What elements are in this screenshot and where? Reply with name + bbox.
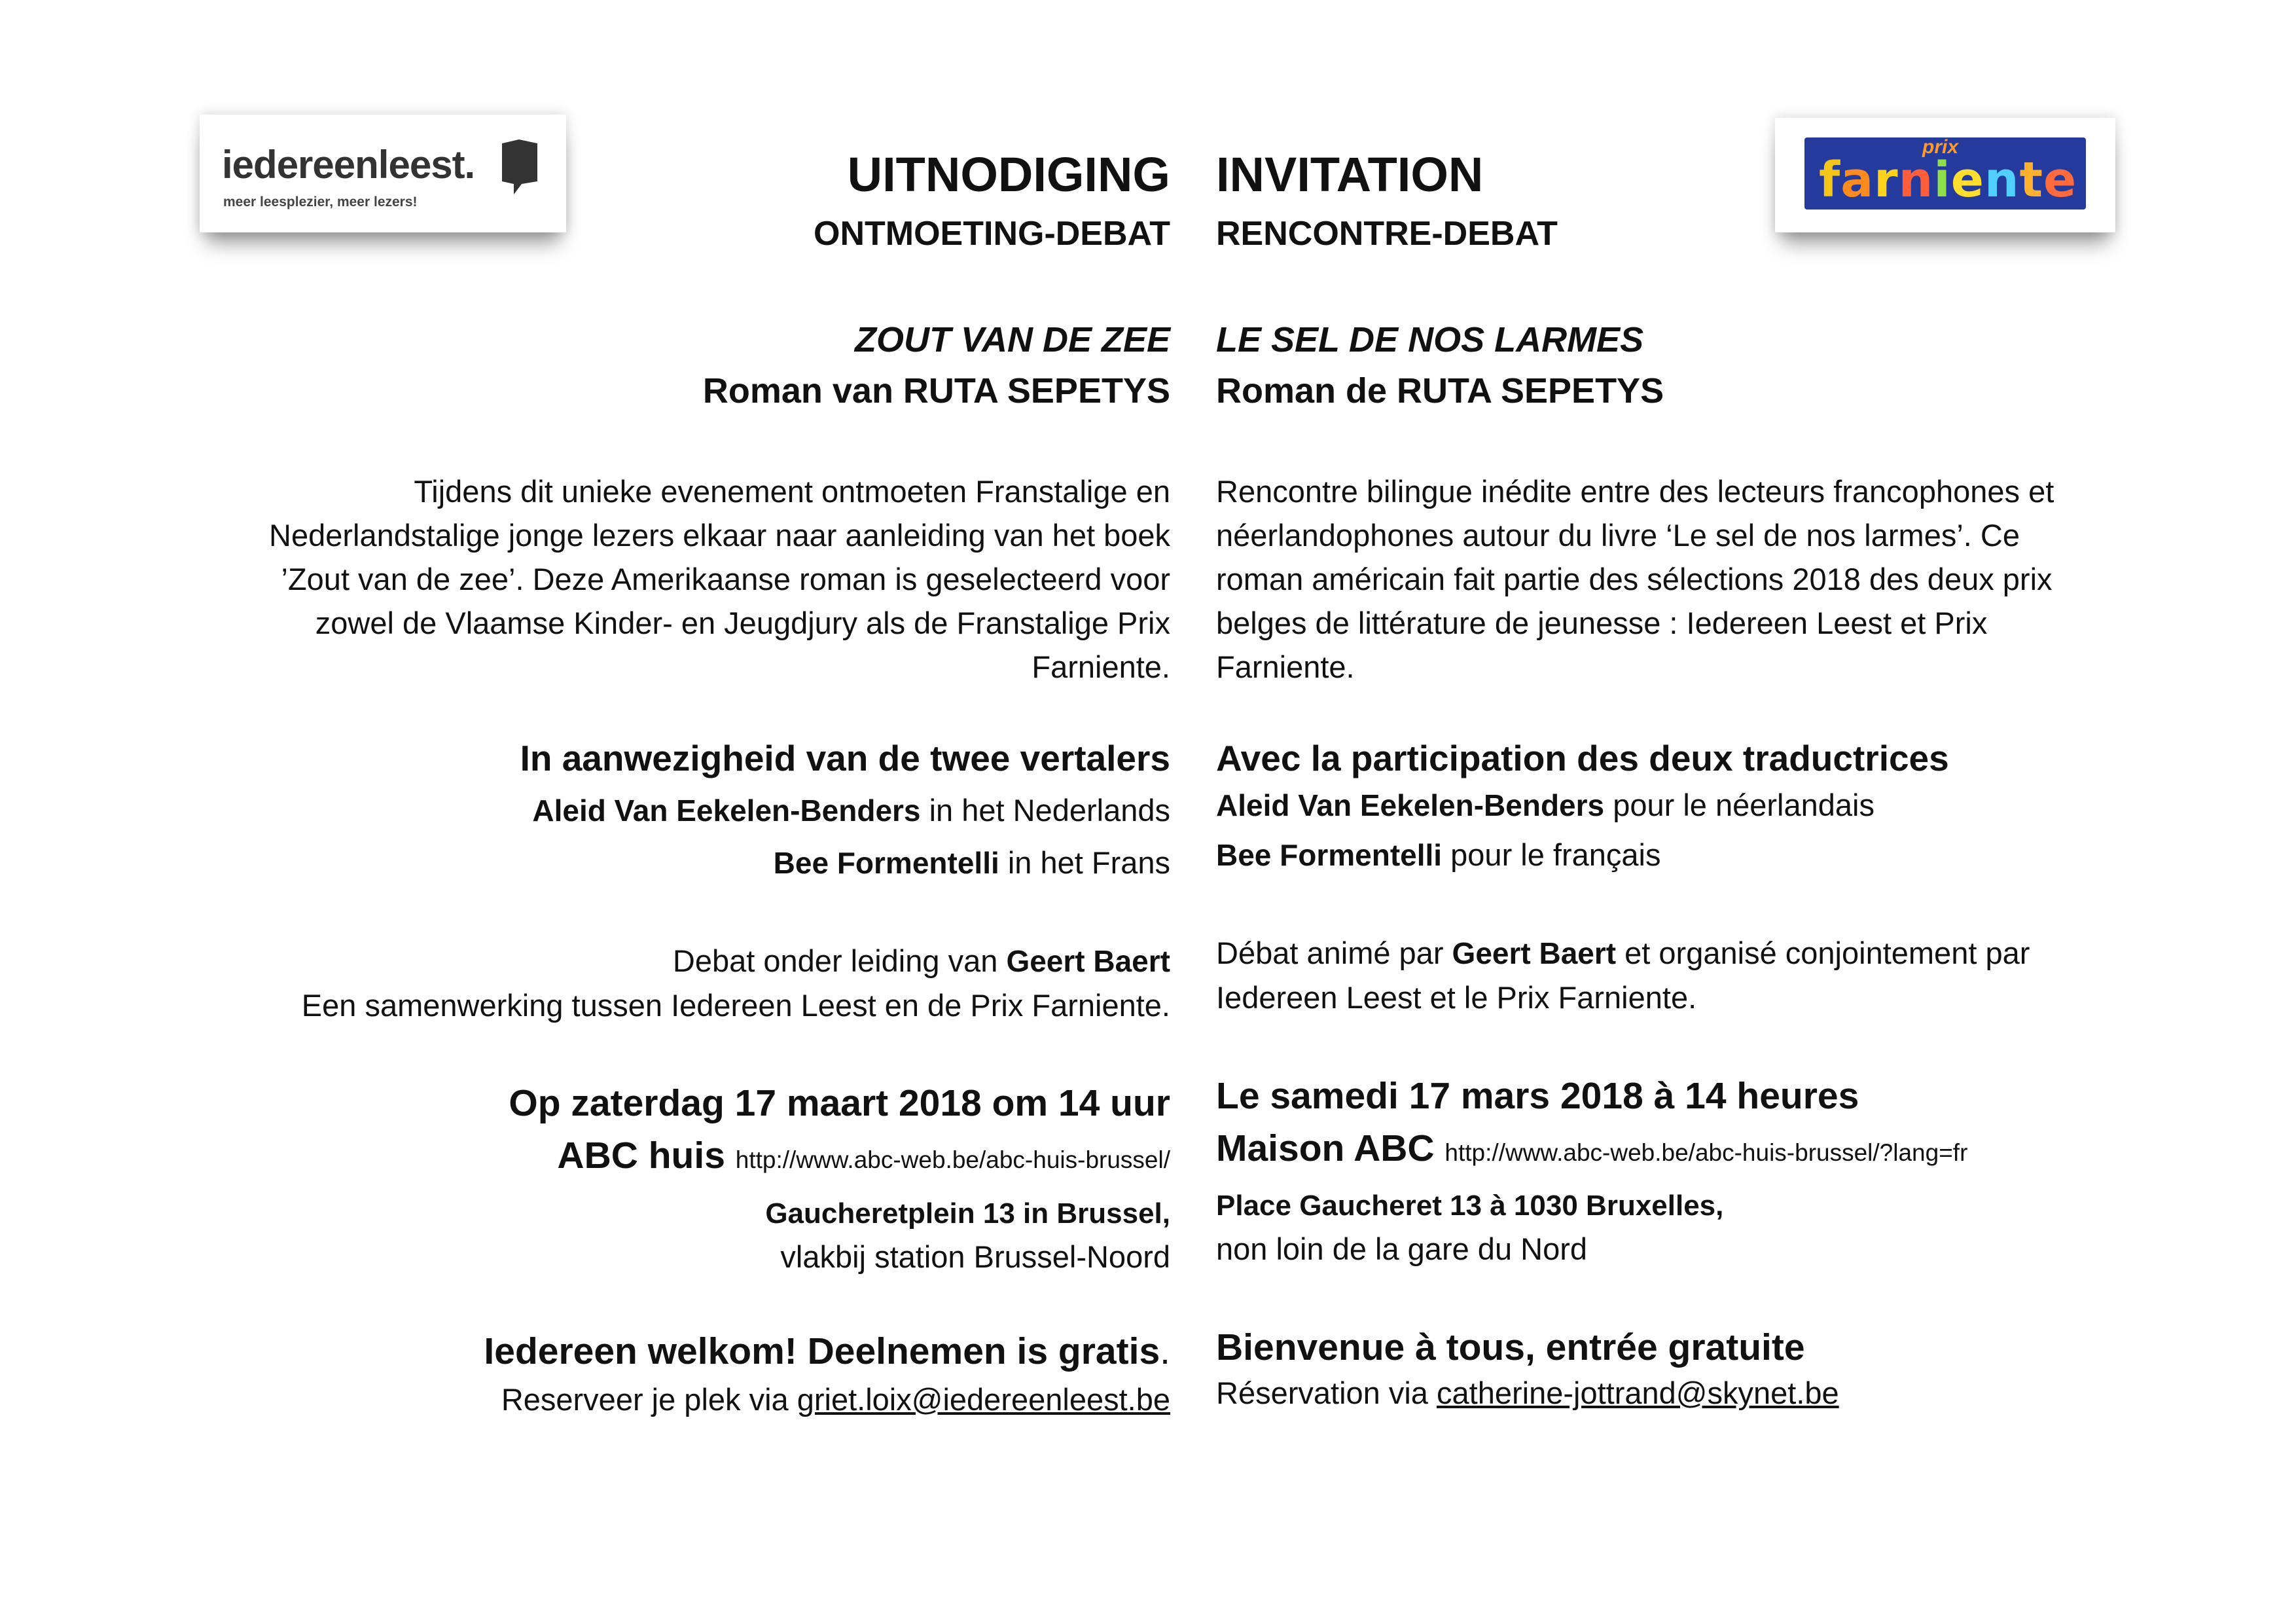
fr-translator-1-role: pour le néerlandais [1604, 788, 1874, 822]
nl-welcome-dot: . [1160, 1330, 1170, 1372]
nl-address: Gaucheretplein 13 in Brussel, [765, 1197, 1170, 1230]
nl-intro-line: Nederlandstalige jonge lezers elkaar naar aanleiding van het boek [269, 518, 1170, 553]
fr-cooperation: Iedereen Leest et le Prix Farniente. [1216, 980, 1697, 1015]
fr-welcome: Bienvenue à tous, entrée gratuite [1216, 1326, 1805, 1368]
farniente-letter: n [1984, 152, 2020, 208]
farniente-letter: a [1840, 152, 1874, 208]
nl-book-title: ZOUT VAN DE ZEE [854, 320, 1170, 359]
fr-moderator-name: Geert Baert [1452, 936, 1617, 970]
fr-reserve [1216, 1371, 2185, 1415]
fr-intro-line: néerlandophones autour du livre ‘Le sel de nos larmes’. Ce [1216, 518, 2020, 553]
nl-date: Op zaterdag 17 maart 2018 om 14 uur [509, 1082, 1170, 1124]
farniente-letter: t [2019, 152, 2043, 208]
nl-author-line: Roman van RUTA SEPETYS [702, 371, 1170, 410]
fr-book-title: LE SEL DE NOS LARMES [1216, 320, 1644, 359]
iedereenleest-logo-name: iedereenleest. [222, 143, 475, 187]
fr-title: INVITATION [1216, 147, 1484, 202]
nl-reserve [202, 1377, 1170, 1421]
fr-near: non loin de la gare du Nord [1216, 1231, 1588, 1266]
iedereenleest-logo-tagline: meer leesplezier, meer lezers! [223, 194, 418, 210]
nl-translator-2-role: in het Frans [999, 845, 1170, 880]
nl-intro-line: Farniente. [1031, 649, 1170, 684]
nl-moderator-prefix: Debat onder leiding van [672, 943, 1007, 978]
farniente-letter: n [1898, 152, 1934, 208]
fr-moderator-suffix: et organisé conjointement par [1616, 936, 2030, 970]
nl-cooperation: Een samenwerking tussen Iedereen Leest en de Prix Farniente. [301, 988, 1170, 1023]
fr-intro-line: Farniente. [1216, 649, 1355, 684]
fr-venue: Maison ABC [1216, 1127, 1435, 1169]
nl-translator-2 [202, 841, 1170, 885]
nl-welcome-line [202, 1325, 1170, 1377]
fr-translators-heading: Avec la participation des deux traductrices [1216, 738, 1949, 778]
fr-moderator-prefix: Débat animé par [1216, 936, 1452, 970]
nl-venue-line [202, 1129, 1170, 1186]
nl-translator-1 [202, 788, 1170, 833]
prix-farniente-prefix: prix [1922, 137, 1959, 158]
fr-moderator [1216, 931, 2185, 976]
fr-author-line: Roman de RUTA SEPETYS [1216, 371, 1664, 410]
fr-translator-2-name: Bee Formentelli [1216, 838, 1443, 872]
nl-moderator [202, 939, 1170, 983]
fr-translator-1-name: Aleid Van Eekelen-Benders [1216, 788, 1605, 822]
farniente-letter: f [1819, 152, 1841, 208]
fr-translator-2 [1216, 833, 2185, 877]
nl-moderator-name: Geert Baert [1006, 944, 1170, 978]
fr-subtitle: RENCONTRE-DEBAT [1216, 215, 1558, 253]
nl-translator-2-name: Bee Formentelli [773, 846, 999, 880]
fr-translator-2-role: pour le français [1442, 837, 1661, 872]
fr-venue-line [1216, 1122, 2185, 1179]
nl-venue-url[interactable]: http://www.abc-web.be/abc-huis-brussel/ [735, 1146, 1170, 1173]
fr-reserve-prefix: Réservation via [1216, 1376, 1437, 1410]
nl-intro-line: ’Zout van de zee’. Deze Amerikaanse roman is geselecteerd voor [281, 562, 1170, 596]
farniente-letter: e [1950, 152, 1984, 208]
fr-intro-line: roman américain fait partie des sélections 2018 des deux prix [1216, 562, 2053, 596]
nl-intro-line: zowel de Vlaamse Kinder- en Jeugdjury als de Franstalige Prix [315, 606, 1170, 640]
nl-translator-1-role: in het Nederlands [920, 793, 1170, 828]
fr-address: Place Gaucheret 13 à 1030 Bruxelles, [1216, 1190, 1724, 1222]
farniente-letter: e [2043, 152, 2077, 208]
nl-welcome: Iedereen welkom! Deelnemen is gratis [484, 1330, 1160, 1372]
farniente-letter: i [1933, 152, 1951, 208]
fr-translator-1 [1216, 783, 2185, 828]
nl-reserve-email-link[interactable]: griet.loix@iedereenleest.be [797, 1382, 1170, 1417]
nl-translator-1-name: Aleid Van Eekelen-Benders [532, 793, 921, 828]
fr-venue-url[interactable]: http://www.abc-web.be/abc-huis-brussel/?lang=fr [1444, 1139, 1968, 1166]
nl-title: UITNODIGING [847, 147, 1170, 202]
nl-translators-heading: In aanwezigheid van de twee vertalers [520, 738, 1170, 778]
nl-reserve-prefix: Reserveer je plek via [501, 1382, 797, 1417]
fr-intro [1216, 469, 2185, 689]
nl-near: vlakbij station Brussel-Noord [780, 1239, 1170, 1274]
nl-intro-line: Tijdens dit unieke evenement ontmoeten Franstalige en [414, 474, 1170, 509]
fr-intro-line: belges de littérature de jeunesse : Iedereen Leest et Prix [1216, 606, 1988, 640]
fr-reserve-email-link[interactable]: catherine-jottrand@skynet.be [1437, 1376, 1839, 1410]
nl-venue: ABC huis [557, 1135, 725, 1176]
nl-intro [202, 469, 1170, 689]
fr-intro-line: Rencontre bilingue inédite entre des lecteurs francophones et [1216, 474, 2054, 509]
fr-date: Le samedi 17 mars 2018 à 14 heures [1216, 1075, 1859, 1117]
nl-subtitle: ONTMOETING-DEBAT [814, 215, 1170, 253]
farniente-letter: r [1874, 152, 1899, 208]
